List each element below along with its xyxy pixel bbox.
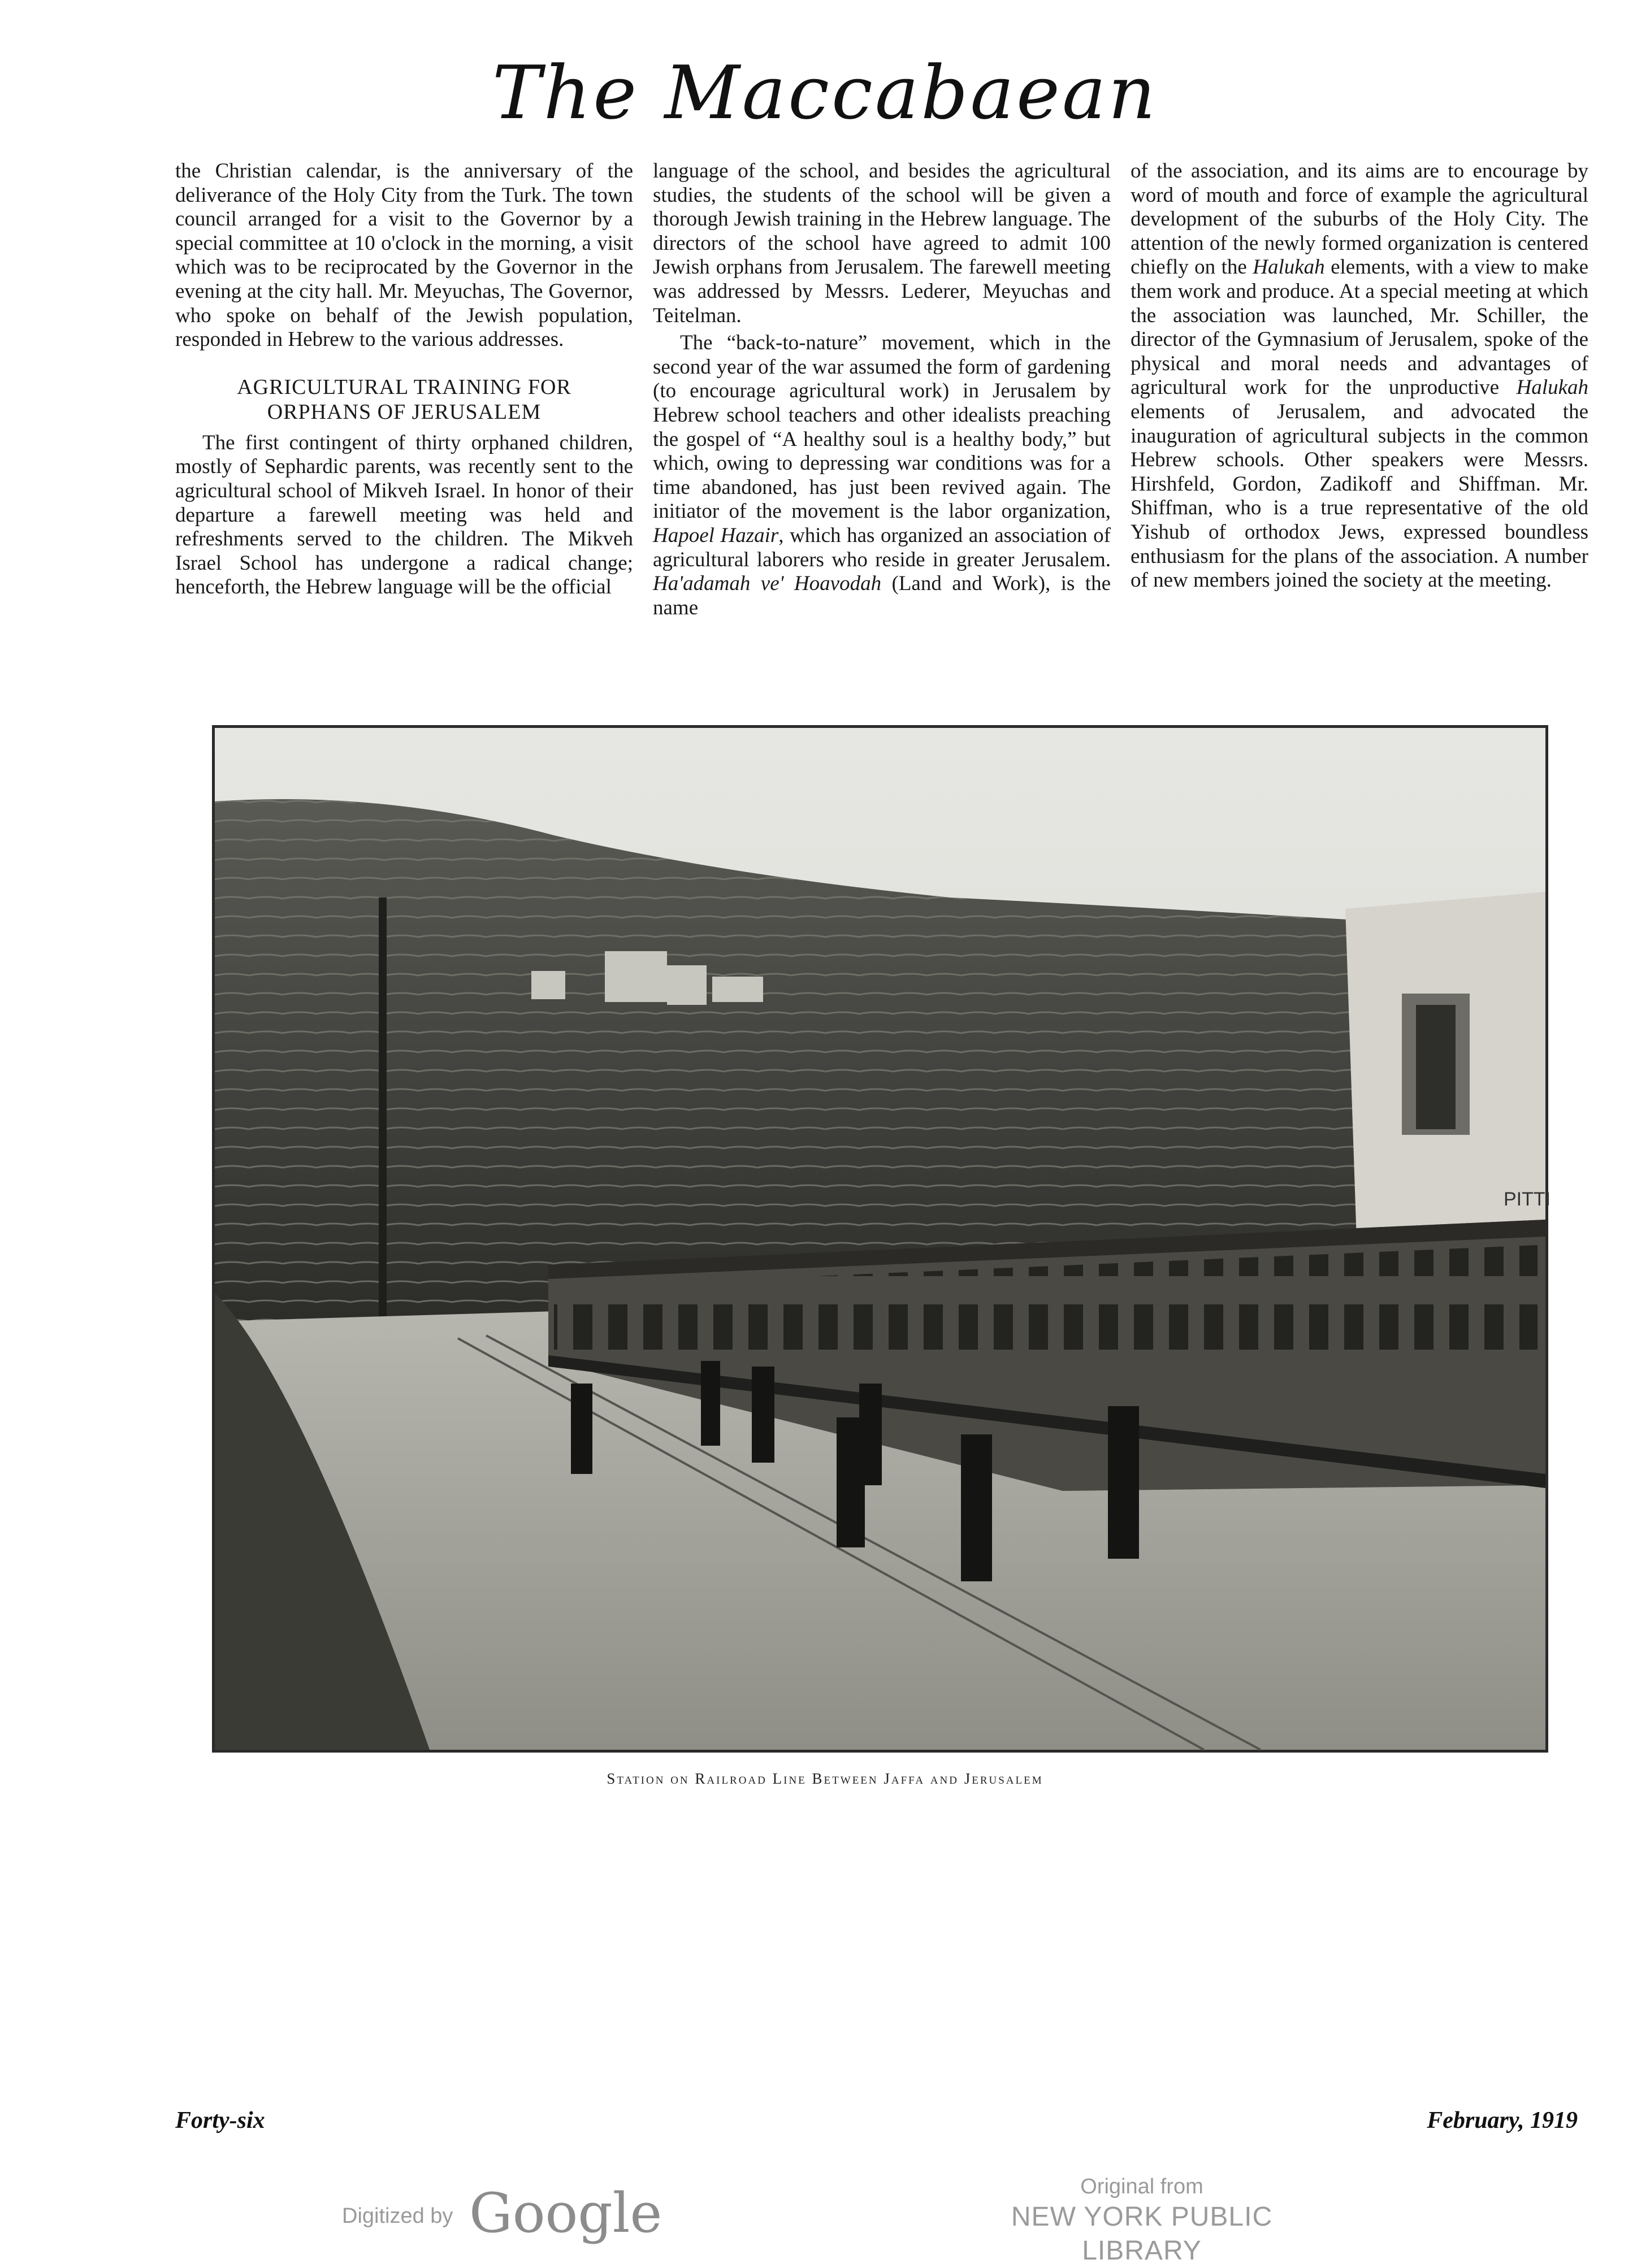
text-run: elements of Jerusalem, and advocated the inauguration of agricultural subjects in the common Hebrew schools. Other speakers were Messrs. Hirshfeld, Gordon, Zadikoff and Shiffman. Mr. Shiffman, who is a true representative of the old Yishub of orthodox Jews, expressed boundless enthusiasm for the plans of the association. A number of new members joined the society at the meeting. bbox=[1131, 400, 1588, 592]
section-heading-line2: ORPHANS OF JERUSALEM bbox=[267, 400, 542, 424]
photo-caption: Station on Railroad Line Between Jaffa and Jerusalem bbox=[607, 1770, 1043, 1787]
italic-term: Halukah bbox=[1253, 255, 1325, 279]
section-heading bbox=[175, 375, 633, 424]
article-column-1 bbox=[175, 159, 633, 600]
article-column-3 bbox=[1131, 159, 1588, 593]
google-logo: Google bbox=[469, 2182, 662, 2245]
railway-station-photo bbox=[212, 725, 1551, 1753]
telegraph-pole bbox=[379, 897, 387, 1378]
photo-illustration bbox=[215, 728, 1551, 1750]
text-run: (Land and Work), is the name bbox=[653, 572, 1111, 619]
section-heading-line1: AGRICULTURAL TRAINING FOR bbox=[237, 375, 571, 399]
italic-term: Hapoel Hazair bbox=[653, 523, 779, 547]
italic-term: Ha'adamah ve' Hoavodah bbox=[653, 572, 882, 596]
text-run: of the association, and its aims are to encourage by word of mouth and force of example the agricultural development of the suburbs of the Holy City. The attention of the newly formed organization is centered chiefly on the bbox=[1131, 159, 1588, 279]
station-sign: PITTI bbox=[1504, 1189, 1551, 1210]
library-name: NEW YORK PUBLIC LIBRARY bbox=[1011, 2202, 1273, 2266]
article-column-2 bbox=[653, 159, 1111, 620]
original-source-watermark bbox=[984, 2173, 1300, 2268]
digitized-by-label: Digitized by bbox=[342, 2204, 453, 2228]
paragraph: language of the school, and besides the agricultural studies, the students of the school will be given a thorough Jewish training in the Hebrew language. The directors of the school have agreed to admit 100 Jewish orphans from Jerusalem. The farewell meeting was addressed by Messrs. Lederer, Meyuchas and Teitelman. bbox=[653, 159, 1111, 327]
text-run: , which has organized an association of agricultural laborers who reside in greater Jerusalem. bbox=[653, 523, 1111, 571]
text-run: The “back-to-nature” movement, which in the second year of the war assumed the form of gardening (to encourage agricultural work) in Jerusalem by Hebrew school teachers and other idealists preaching the gospel of “A healthy soul is a healthy body,” but which, owing to depressing war conditions was for a time abandoned, has just been revived again. The initiator of the movement is the labor organization, bbox=[653, 331, 1111, 523]
page-number: Forty-six bbox=[175, 2107, 265, 2133]
issue-date: February, 1919 bbox=[1427, 2107, 1578, 2133]
paragraph: The first contingent of thirty orphaned children, mostly of Sephardic parents, was recently sent to the agricultural school of Mikveh Israel. In honor of their departure a farewell meeting was held and refreshments served to the children. The Mikveh Israel School has undergone a radical change; henceforth, the Hebrew language will be the official bbox=[175, 431, 633, 599]
paragraph bbox=[1131, 159, 1588, 593]
paragraph bbox=[653, 331, 1111, 620]
masthead-title: The Maccabaean bbox=[492, 50, 1158, 136]
italic-term: Halukah bbox=[1516, 376, 1588, 400]
text-run: elements, with a view to make them work and produce. At a special meeting at which the association was launched, Mr. Schiller, the director of the Gymnasium of Jerusalem, spoke of the physical and moral needs and advantages of agricultural work for the unproductive bbox=[1131, 255, 1588, 400]
original-from-label: Original from bbox=[1080, 2175, 1203, 2198]
paragraph: the Christian calendar, is the anniversary of the deliverance of the Holy City from the Turk. The town council arranged for a visit to the Governor by a special committee at 10 o'clock in the morning, a visit which was to be reciprocated by the Governor in the evening at the city hall. Mr. Meyuchas, The Governor, who spoke on behalf of the Jewish population, responded in Hebrew to the various addresses. bbox=[175, 159, 633, 352]
